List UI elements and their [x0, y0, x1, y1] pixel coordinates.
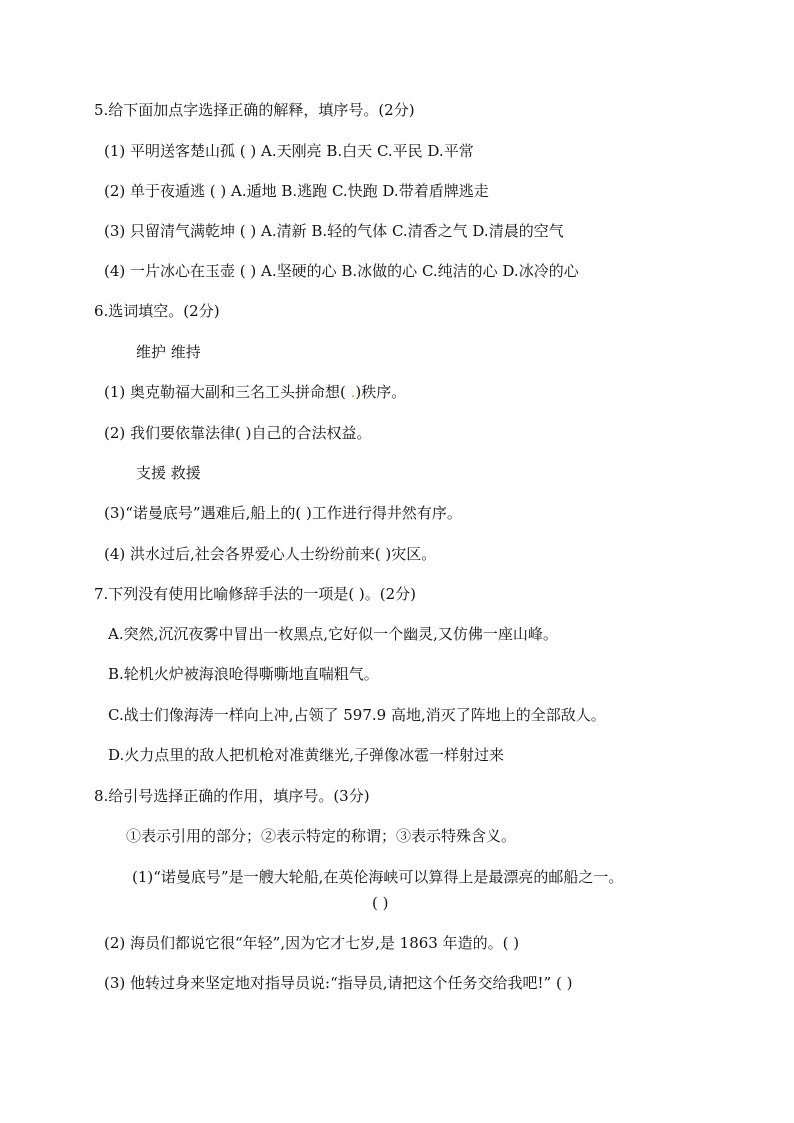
q8-item-2: (2) 海员们都说它很“年轻”,因为它才七岁,是 1863 年造的。( ) — [104, 934, 520, 952]
q7-option-c: C.战士们像海涛一样向上冲,占领了 597.9 高地,消灭了阵地上的全部敌人。 — [108, 706, 606, 724]
q5-item-3: (3) 只留清气满乾坤 ( ) A.清新 B.轻的气体 C.清香之气 D.清晨的空气 — [104, 222, 564, 240]
q7-option-a: A.突然,沉沉夜雾中冒出一枚黑点,它好似一个幽灵,又仿佛一座山峰。 — [108, 625, 558, 643]
q8-legend: ①表示引用的部分；②表示特定的称谓；③表示特殊含义。 — [126, 827, 517, 845]
q5-item-1: (1) 平明送客楚山孤 ( ) A.天刚亮 B.白天 C.平民 D.平常 — [104, 142, 474, 160]
q6-item-1-mark: . — [350, 383, 356, 401]
q8-item-1: (1)“诺曼底号”是一艘大轮船,在英伦海峡可以算得上是最漂亮的邮船之一。 — [132, 868, 624, 886]
q6-item-1 — [104, 382, 406, 402]
q5-heading: 5.给下面加点字选择正确的解释，填序号。(2分) — [94, 101, 415, 119]
q6-item-1-after: )秩序。 — [355, 383, 407, 401]
q7-option-b: B.轮机火炉被海浪呛得嘶嘶地直喘粗气。 — [108, 665, 379, 683]
q6-item-4: (4) 洪水过后,社会各界爱心人士纷纷前来( )灾区。 — [104, 545, 437, 563]
q6-word-pair-1: 维护 维持 — [136, 343, 201, 361]
q7-heading: 7.下列没有使用比喻修辞手法的一项是( )。(2分) — [94, 585, 417, 603]
q5-item-2: (2) 单于夜遁逃 ( ) A.遁地 B.逃跑 C.快跑 D.带着盾牌逃走 — [104, 182, 489, 200]
q7-option-d: D.火力点里的敌人把机枪对准黄继光,子弹像冰雹一样射过来 — [108, 746, 505, 764]
q8-heading: 8.给引号选择正确的作用，填序号。(3分) — [94, 787, 370, 805]
q6-item-1-before: (1) 奥克勒福大副和三名工头拼命想( — [104, 383, 351, 401]
q8-item-1-blank: ( ) — [372, 894, 389, 912]
q6-word-pair-2: 支援 救援 — [136, 464, 201, 482]
q5-item-4: (4) 一片冰心在玉壶 ( ) A.坚硬的心 B.冰做的心 C.纯洁的心 D.冰冷的心 — [104, 262, 579, 280]
q8-item-3: (3) 他转过身来坚定地对指导员说:“指导员,请把这个任务交给我吧!” ( ) — [104, 974, 573, 992]
q6-heading: 6.选词填空。(2分) — [94, 302, 220, 320]
q6-item-3: (3)“诺曼底号”遇难后,船上的( )工作进行得井然有序。 — [104, 504, 462, 522]
q6-item-2: (2) 我们要依靠法律( )自己的合法权益。 — [104, 424, 372, 442]
